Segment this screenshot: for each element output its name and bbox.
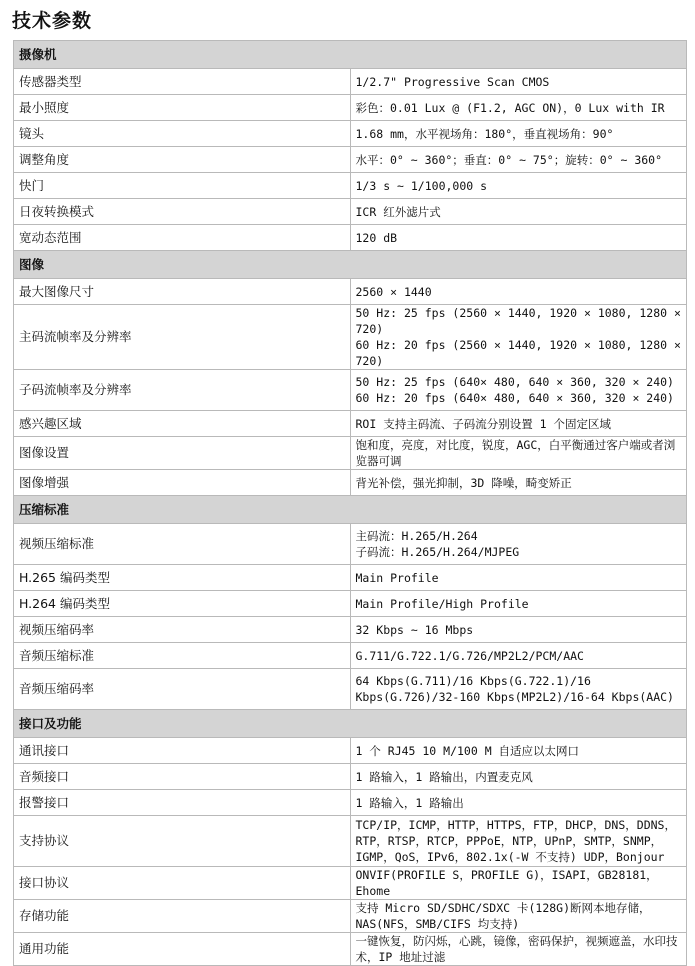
spec-row	[14, 790, 687, 816]
spec-label: 音频压缩标准	[14, 643, 351, 669]
spec-value	[350, 470, 687, 496]
spec-row	[14, 95, 687, 121]
spec-value-line: 120 dB	[355, 230, 398, 245]
spec-row	[14, 816, 687, 867]
spec-label: 调整角度	[14, 147, 351, 173]
spec-value	[350, 225, 687, 251]
spec-value	[350, 591, 687, 617]
spec-label: 存储功能	[14, 900, 351, 933]
spec-value	[350, 147, 687, 173]
spec-label: 传感器类型	[14, 69, 351, 95]
section-header	[14, 251, 687, 279]
spec-row	[14, 900, 687, 933]
spec-value	[350, 95, 687, 121]
spec-label: 子码流帧率及分辨率	[14, 370, 351, 411]
spec-label: 报警接口	[14, 790, 351, 816]
spec-label: 通用功能	[14, 933, 351, 966]
spec-value-line: 饱和度，亮度，对比度，锐度，AGC，白平衡通过客户端或者浏览器可调	[355, 438, 676, 468]
spec-row	[14, 591, 687, 617]
spec-label: 最小照度	[14, 95, 351, 121]
spec-label: 音频接口	[14, 764, 351, 790]
section-title: 摄像机	[14, 41, 687, 69]
spec-value	[350, 411, 687, 437]
spec-label: 快门	[14, 173, 351, 199]
spec-value	[350, 669, 687, 710]
spec-label: 接口协议	[14, 867, 351, 900]
spec-value-line: 1/2.7" Progressive Scan CMOS	[355, 74, 550, 89]
spec-row	[14, 764, 687, 790]
spec-value	[350, 199, 687, 225]
spec-value-line: 水平：0° ~ 360°；垂直：0° ~ 75°；旋转：0° ~ 360°	[355, 152, 663, 167]
spec-value-line: Main Profile	[355, 570, 439, 585]
spec-table	[13, 40, 687, 966]
spec-value-line: 彩色：0.01 Lux @ (F1.2, AGC ON)，0 Lux with IR	[355, 100, 665, 115]
spec-row	[14, 173, 687, 199]
spec-value-line: 60 Hz: 20 fps (2560 × 1440, 1920 × 1080, 1280 × 720)	[355, 338, 681, 368]
spec-row	[14, 524, 687, 565]
spec-label: 图像设置	[14, 437, 351, 470]
spec-value	[350, 764, 687, 790]
spec-value	[350, 121, 687, 147]
spec-value-line: 32 Kbps ~ 16 Mbps	[355, 622, 474, 637]
spec-value-line: ICR 红外滤片式	[355, 204, 441, 219]
spec-value-line: 1 路输入，1 路输出	[355, 795, 464, 810]
spec-label: 视频压缩码率	[14, 617, 351, 643]
spec-row	[14, 147, 687, 173]
spec-label: 主码流帧率及分辨率	[14, 305, 351, 370]
spec-value	[350, 816, 687, 867]
spec-value	[350, 790, 687, 816]
spec-value-line: 1/3 s ~ 1/100,000 s	[355, 178, 488, 193]
spec-value	[350, 900, 687, 933]
spec-label: 音频压缩码率	[14, 669, 351, 710]
spec-value	[350, 867, 687, 900]
spec-value-line: 一键恢复，防闪烁，心跳，镜像，密码保护，视频遮盖，水印技术，IP 地址过滤	[355, 934, 678, 964]
spec-value-line: TCP/IP，ICMP，HTTP，HTTPS，FTP，DHCP，DNS，DDNS，RTP，RTSP，RTCP，PPPoE，NTP，UPnP，SMTP，SNMP，IGMP，QoS，IPv6，802.1x(-W 不支持) UDP，Bonjour	[355, 818, 676, 864]
spec-value-line: G.711/G.722.1/G.726/MP2L2/PCM/AAC	[355, 648, 584, 663]
spec-value-line: 2560 × 1440	[355, 284, 432, 299]
spec-row	[14, 738, 687, 764]
spec-value	[350, 617, 687, 643]
spec-row	[14, 121, 687, 147]
page-title: 技术参数	[12, 10, 93, 32]
spec-row	[14, 69, 687, 95]
spec-row	[14, 305, 687, 370]
spec-label: 支持协议	[14, 816, 351, 867]
spec-row	[14, 225, 687, 251]
spec-row	[14, 470, 687, 496]
section-header	[14, 41, 687, 69]
spec-value-line: 50 Hz: 25 fps (2560 × 1440, 1920 × 1080, 1280 × 720)	[355, 306, 681, 336]
spec-label: 感兴趣区域	[14, 411, 351, 437]
spec-label: H.264 编码类型	[14, 591, 351, 617]
spec-value	[350, 370, 687, 411]
spec-value	[350, 933, 687, 966]
spec-row	[14, 199, 687, 225]
spec-row	[14, 617, 687, 643]
spec-label: 最大图像尺寸	[14, 279, 351, 305]
spec-row	[14, 669, 687, 710]
spec-value	[350, 738, 687, 764]
spec-value-line: 1.68 mm，水平视场角：180°，垂直视场角：90°	[355, 126, 614, 141]
spec-label: 镜头	[14, 121, 351, 147]
spec-label: 视频压缩标准	[14, 524, 351, 565]
spec-row	[14, 933, 687, 966]
spec-value-line: 主码流：H.265/H.264	[355, 529, 478, 543]
section-title: 压缩标准	[14, 496, 687, 524]
spec-value	[350, 173, 687, 199]
spec-label: H.265 编码类型	[14, 565, 351, 591]
spec-value-line: 1 路输入，1 路输出，内置麦克风	[355, 769, 533, 784]
spec-value	[350, 524, 687, 565]
spec-row	[14, 565, 687, 591]
spec-value-line: ROI 支持主码流、子码流分别设置 1 个固定区域	[355, 416, 611, 431]
spec-label: 日夜转换模式	[14, 199, 351, 225]
spec-value-line: ONVIF(PROFILE S，PROFILE G)，ISAPI，GB28181，Ehome	[355, 868, 658, 898]
spec-value	[350, 437, 687, 470]
section-header	[14, 710, 687, 738]
spec-value-line: 1 个 RJ45 10 M/100 M 自适应以太网口	[355, 743, 580, 758]
spec-value	[350, 305, 687, 370]
spec-row	[14, 411, 687, 437]
spec-label: 图像增强	[14, 470, 351, 496]
spec-value-line: 50 Hz: 25 fps (640× 480, 640 × 360, 320 × 240)	[355, 375, 674, 389]
spec-value-line: 子码流：H.265/H.264/MJPEG	[355, 545, 520, 559]
spec-row	[14, 279, 687, 305]
spec-value	[350, 565, 687, 591]
spec-row	[14, 643, 687, 669]
spec-row	[14, 867, 687, 900]
spec-value-line: 支持 Micro SD/SDHC/SDXC 卡(128G)断网本地存储，NAS(NFS，SMB/CIFS 均支持)	[355, 901, 651, 931]
spec-row	[14, 437, 687, 470]
section-title: 接口及功能	[14, 710, 687, 738]
spec-label: 宽动态范围	[14, 225, 351, 251]
section-title: 图像	[14, 251, 687, 279]
spec-label: 通讯接口	[14, 738, 351, 764]
spec-value-line: 背光补偿，强光抑制，3D 降噪，畸变矫正	[355, 475, 572, 490]
spec-value-line: Main Profile/High Profile	[355, 596, 529, 611]
spec-row	[14, 370, 687, 411]
spec-value	[350, 69, 687, 95]
spec-value	[350, 279, 687, 305]
spec-value	[350, 643, 687, 669]
section-header	[14, 496, 687, 524]
spec-value-line: 60 Hz: 20 fps (640× 480, 640 × 360, 320 × 240)	[355, 391, 674, 405]
spec-value-line: 64 Kbps(G.711)/16 Kbps(G.722.1)/16 Kbps(G.726)/32-160 Kbps(MP2L2)/16-64 Kbps(AAC)	[355, 674, 674, 704]
